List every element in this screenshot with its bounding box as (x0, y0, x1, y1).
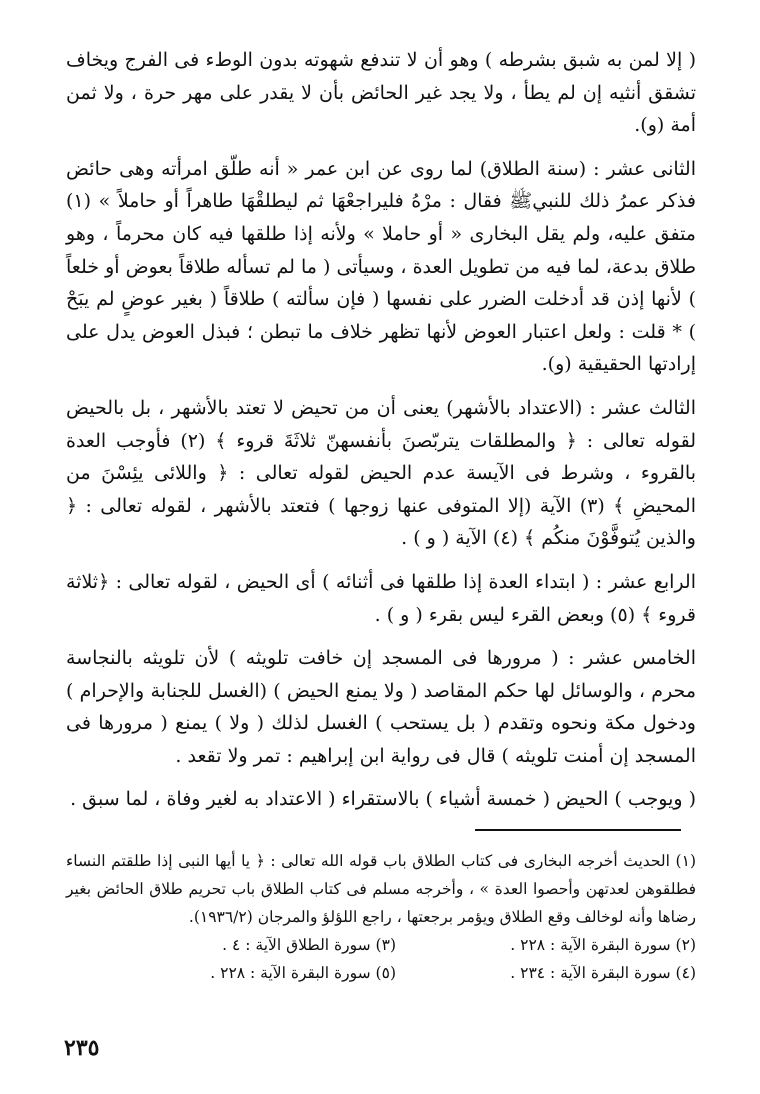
footnotes (66, 847, 696, 987)
main-text (66, 44, 696, 827)
footnote-3: (٣) سورة الطلاق الآية : ٤ . (222, 936, 396, 954)
paragraph-6: ( ويوجب ) الحيض ( خمسة أشياء ) بالاستقراء ( الاعتداد به لغير وفاة ، لما سبق . (70, 788, 696, 811)
footnote-2: (٢) سورة البقرة الآية : ٢٢٨ . (510, 936, 696, 954)
footnote-1: (١) الحديث أخرجه البخارى فى كتاب الطلاق باب قوله الله تعالى : ﴿ يا أيها النبى إذا طلقتم النساء فطلقوهن لعدتهن وأحصوا العدة » ، وأخرجه مسلم فى كتاب الطلاق باب تحريم طلاق الحائض بغير رضاها وأنه لوخالف وقع الطلاق ويؤمر برجعتها ، راجع اللؤلؤ والمرجان (١٩٣٦/٢). (66, 852, 696, 926)
footnote-divider (475, 829, 681, 831)
footnote-4: (٤) سورة البقرة الآية : ٢٣٤ . (510, 964, 696, 982)
paragraph-5: الخامس عشر : ( مرورها فى المسجد إن خافت تلويثه ) لأن تلويثه بالنجاسة محرم ، والوسائل لها حكم المقاصد ( ولا يمنع الحيض ) (الغسل للجنابة والإحرام ) ودخول مكة ونحوه وتقدم ( بل يستحب ) الغسل لذلك ( ولا ) يمنع ( مرورها فى المسجد إن أمنت تلويثه ) قال فى رواية ابن إبراهيم : تمر ولا تقعد . (66, 647, 696, 767)
footnote-5: (٥) سورة البقرة الآية : ٢٢٨ . (210, 964, 396, 982)
page-number: ٢٣٥ (64, 1035, 100, 1061)
paragraph-2: الثانى عشر : (سنة الطلاق) لما روى عن ابن عمر « أنه طلّق امرأته وهى حائض فذكر عمرُ ذلك للنبيﷺ فقال : مرْهُ فليراجعْهَا ثم ليطلقْهَا طاهراً أو حاملاً » (١) متفق عليه، ولم يقل البخارى « أو حاملا » ولأنه إذا طلقها فيه كان محرماً ، وهو طلاق بدعة، لما فيه من تطويل العدة ، وسيأتى ( ما لم تسأله طلاقاً بعوض أو خلعاً ) لأنها إذن قد أدخلت الضرر على نفسها ( فإن سألته ) طلاقاً ( بغير عوضٍ لم يبَحْ ) * قلت : ولعل اعتبار العوض لأنها تظهر خلاف ما تبطن ؛ فبذل العوض يدل على إرادتها الحقيقية (و). (66, 157, 696, 376)
footnote-row-1 (66, 931, 696, 959)
paragraph-1: ( إلا لمن به شبق بشرطه ) وهو أن لا تندفع شهوته بدون الوطء فى الفرج ويخاف تشقق أنثيه إن لم يطأ ، ولا يجد غير الحائض بأن لا يقدر على مهر حرة ، ولا ثمن أمة (و). (66, 49, 696, 137)
paragraph-4: الرابع عشر : ( ابتداء العدة إذا طلقها فى أثنائه ) أى الحيض ، لقوله تعالى : ﴿ثلاثة قروء ﴾ (٥) وبعض القرء ليس بقرء ( و ) . (66, 570, 696, 626)
footnote-row-2 (66, 959, 696, 987)
paragraph-3: الثالث عشر : (الاعتداد بالأشهر) يعنى أن من تحيض لا تعتد بالأشهر ، بل بالحيض لقوله تعالى : ﴿ والمطلقات يتربّصنَ بأنفسهنّ ثلاثَةَ قروء ﴾ (٢) فأوجب العدة بالقروء ، وشرط فى الآيسة عدم الحيض لقوله تعالى : ﴿ واللائى يئِسْنَ من المحيضِ ﴾ (٣) الآية (إلا المتوفى عنها زوجها ) فتعتد بالأشهر ، لقوله تعالى : ﴿ والذين يُتوفَّوْنَ منكُم ﴾ (٤) الآية ( و ) . (66, 396, 696, 550)
